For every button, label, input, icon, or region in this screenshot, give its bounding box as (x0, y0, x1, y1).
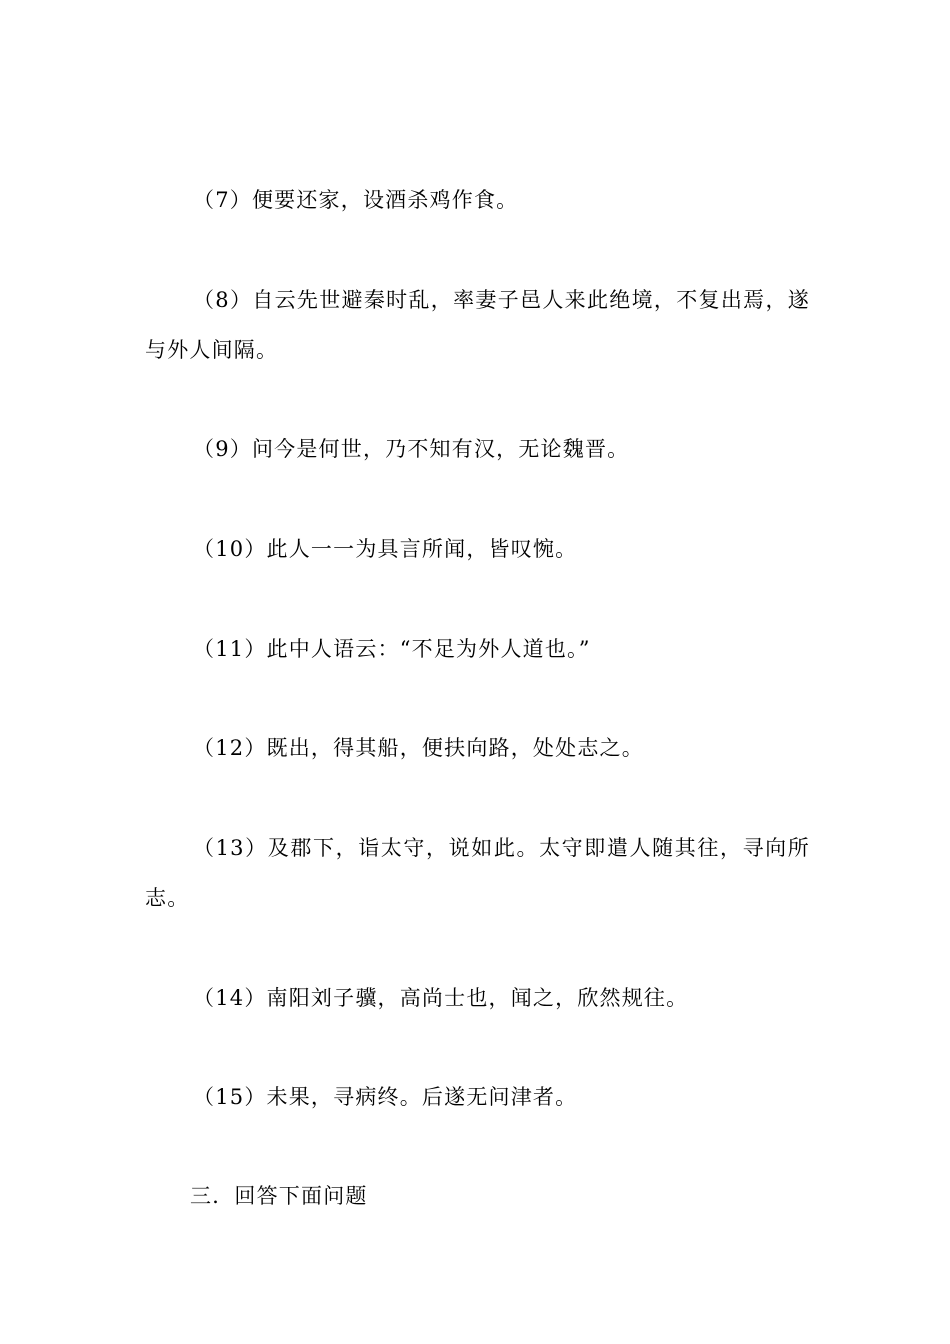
section-heading: 三．回答下面问题 (190, 1184, 368, 1208)
sentence-10: （10）此人一一为具言所闻，皆叹惋。 (193, 537, 578, 561)
sentence-11: （11）此中人语云：“不足为外人道也。” (193, 637, 591, 661)
sentence-8: （8）自云先世避秦时乱，率妻子邑人来此绝境，不复出焉，遂与外人间隔。 (145, 288, 810, 362)
sentence-7: （7）便要还家，设酒杀鸡作食。 (193, 188, 519, 212)
sentence-15: （15）未果，寻病终。后遂无问津者。 (193, 1085, 578, 1109)
sentence-14: （14）南阳刘子骥，高尚士也，闻之，欣然规往。 (193, 986, 689, 1010)
sentence-12: （12）既出，得其船，便扶向路，处处志之。 (193, 736, 644, 760)
sentence-13: （13）及郡下，诣太守，说如此。太守即遣人随其往，寻向所志。 (145, 836, 810, 910)
sentence-9: （9）问今是何世，乃不知有汉，无论魏晋。 (193, 437, 630, 461)
